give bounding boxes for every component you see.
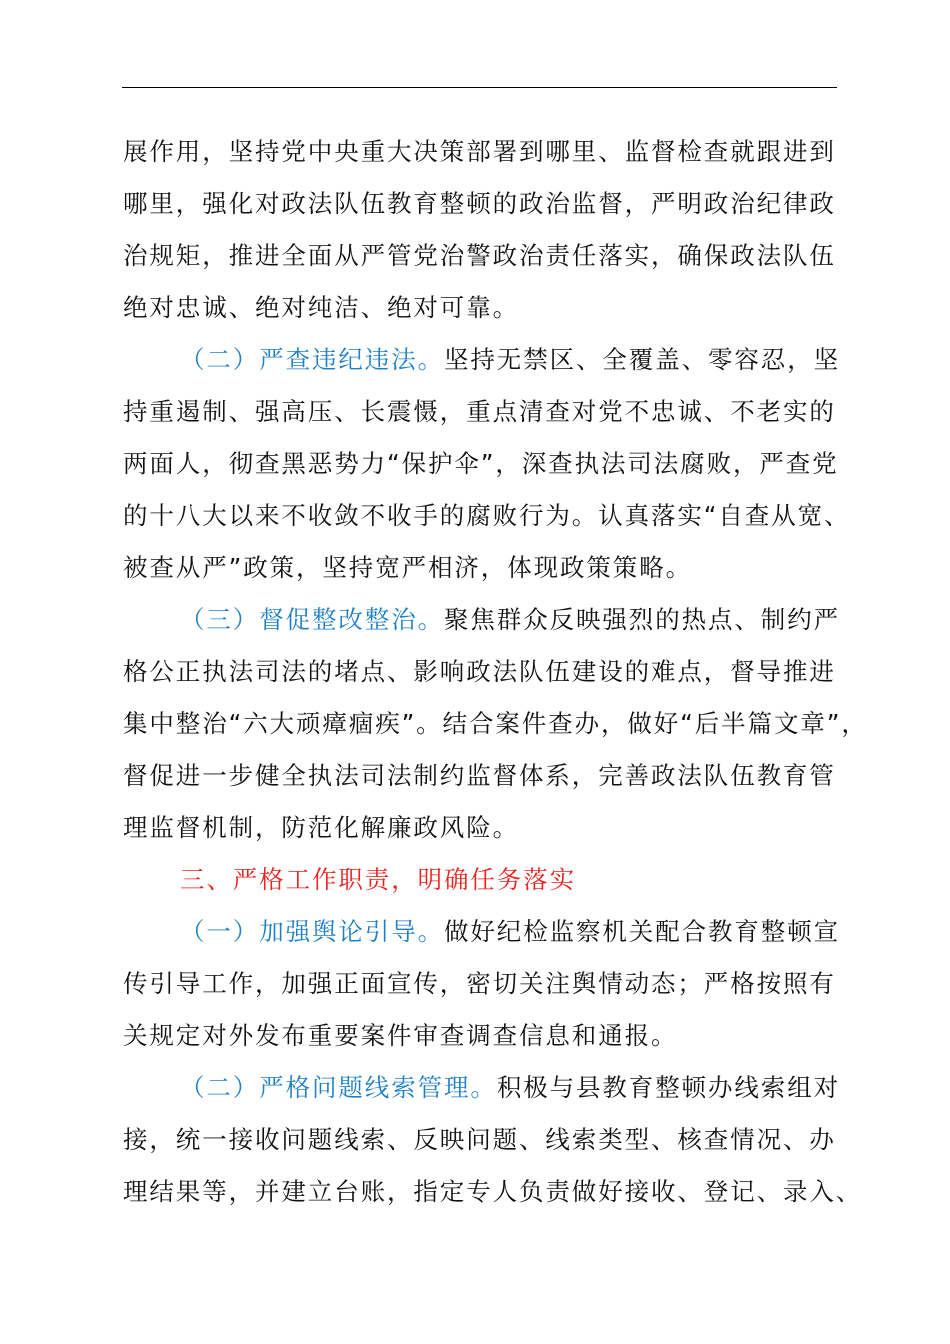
text-line xyxy=(123,542,863,594)
text-line xyxy=(123,1166,863,1218)
text-line xyxy=(123,958,863,1010)
paragraph-text: 两面人，彻查黑恶势力“保护伞”，深查执法司法腐败，严查党 xyxy=(123,449,839,478)
subsection-title: （二）严查违纪违法。 xyxy=(180,345,444,374)
text-line xyxy=(123,698,868,750)
paragraph-text: 传引导工作，加强正面宣传，密切关注舆情动态；严格按照有 xyxy=(123,969,836,998)
text-line xyxy=(123,1062,863,1114)
text-line xyxy=(123,334,863,386)
text-line xyxy=(123,386,863,438)
paragraph-text: 展作用，坚持党中央重大决策部署到哪里、监督检查就跟进到 xyxy=(123,137,836,166)
paragraph-text: 理结果等，并建立台账，指定专人负责做好接收、登记、录入、 xyxy=(123,1177,863,1206)
text-line xyxy=(123,802,863,854)
paragraph-text: 聚焦群众反映强烈的热点、制约严 xyxy=(444,605,840,634)
text-line xyxy=(123,178,863,230)
text-line xyxy=(123,282,863,334)
section-title: 三、严格工作职责，明确任务落实 xyxy=(180,865,576,894)
text-line xyxy=(123,594,863,646)
paragraph-text: 关规定对外发布重要案件审查调查信息和通报。 xyxy=(123,1021,678,1050)
paragraph-text: 接，统一接收问题线索、反映问题、线索类型、核查情况、办 xyxy=(123,1125,836,1154)
paragraph-text: 治规矩，推进全面从严管党治警政治责任落实，确保政法队伍 xyxy=(123,241,836,270)
paragraph-text: 集中整治“六大顽瘴痼疾”。结合案件查办，做好“后半篇文章”， xyxy=(123,709,868,738)
paragraph-text: 理监督机制，防范化解廉政风险。 xyxy=(123,813,519,842)
header-rule xyxy=(122,87,837,88)
text-line xyxy=(123,906,863,958)
text-line xyxy=(123,1010,863,1062)
paragraph-text: 格公正执法司法的堵点、影响政法队伍建设的难点，督导推进 xyxy=(123,657,836,686)
paragraph-text: 绝对忠诚、绝对纯洁、绝对可靠。 xyxy=(123,293,519,322)
paragraph-text: 督促进一步健全执法司法制约监督体系，完善政法队伍教育管 xyxy=(123,761,836,790)
paragraph-text: 持重遏制、强高压、长震慑，重点清查对党不忠诚、不老实的 xyxy=(123,397,836,426)
subsection-title: （三）督促整改整治。 xyxy=(180,605,444,634)
document-body xyxy=(123,126,868,1218)
text-line xyxy=(123,230,863,282)
text-line xyxy=(123,438,863,490)
paragraph-text: 积极与县教育整顿办线索组对 xyxy=(496,1073,841,1102)
paragraph-text: 做好纪检监察机关配合教育整顿宣 xyxy=(444,917,840,946)
text-line xyxy=(123,1114,863,1166)
text-line xyxy=(123,646,863,698)
text-line xyxy=(123,126,863,178)
paragraph-text: 坚持无禁区、全覆盖、零容忍，坚 xyxy=(444,345,840,374)
text-line xyxy=(123,750,863,802)
text-line xyxy=(123,490,863,542)
section-heading xyxy=(123,854,863,906)
subsection-title: （二）严格问题线索管理。 xyxy=(180,1073,497,1102)
paragraph-text: 的十八大以来不收敛不收手的腐败行为。认真落实“自查从宽、 xyxy=(123,501,851,530)
paragraph-text: 被查从严”政策，坚持宽严相济，体现政策策略。 xyxy=(123,553,692,582)
paragraph-text: 哪里，强化对政法队伍教育整顿的政治监督，严明政治纪律政 xyxy=(123,189,836,218)
subsection-title: （一）加强舆论引导。 xyxy=(180,917,444,946)
